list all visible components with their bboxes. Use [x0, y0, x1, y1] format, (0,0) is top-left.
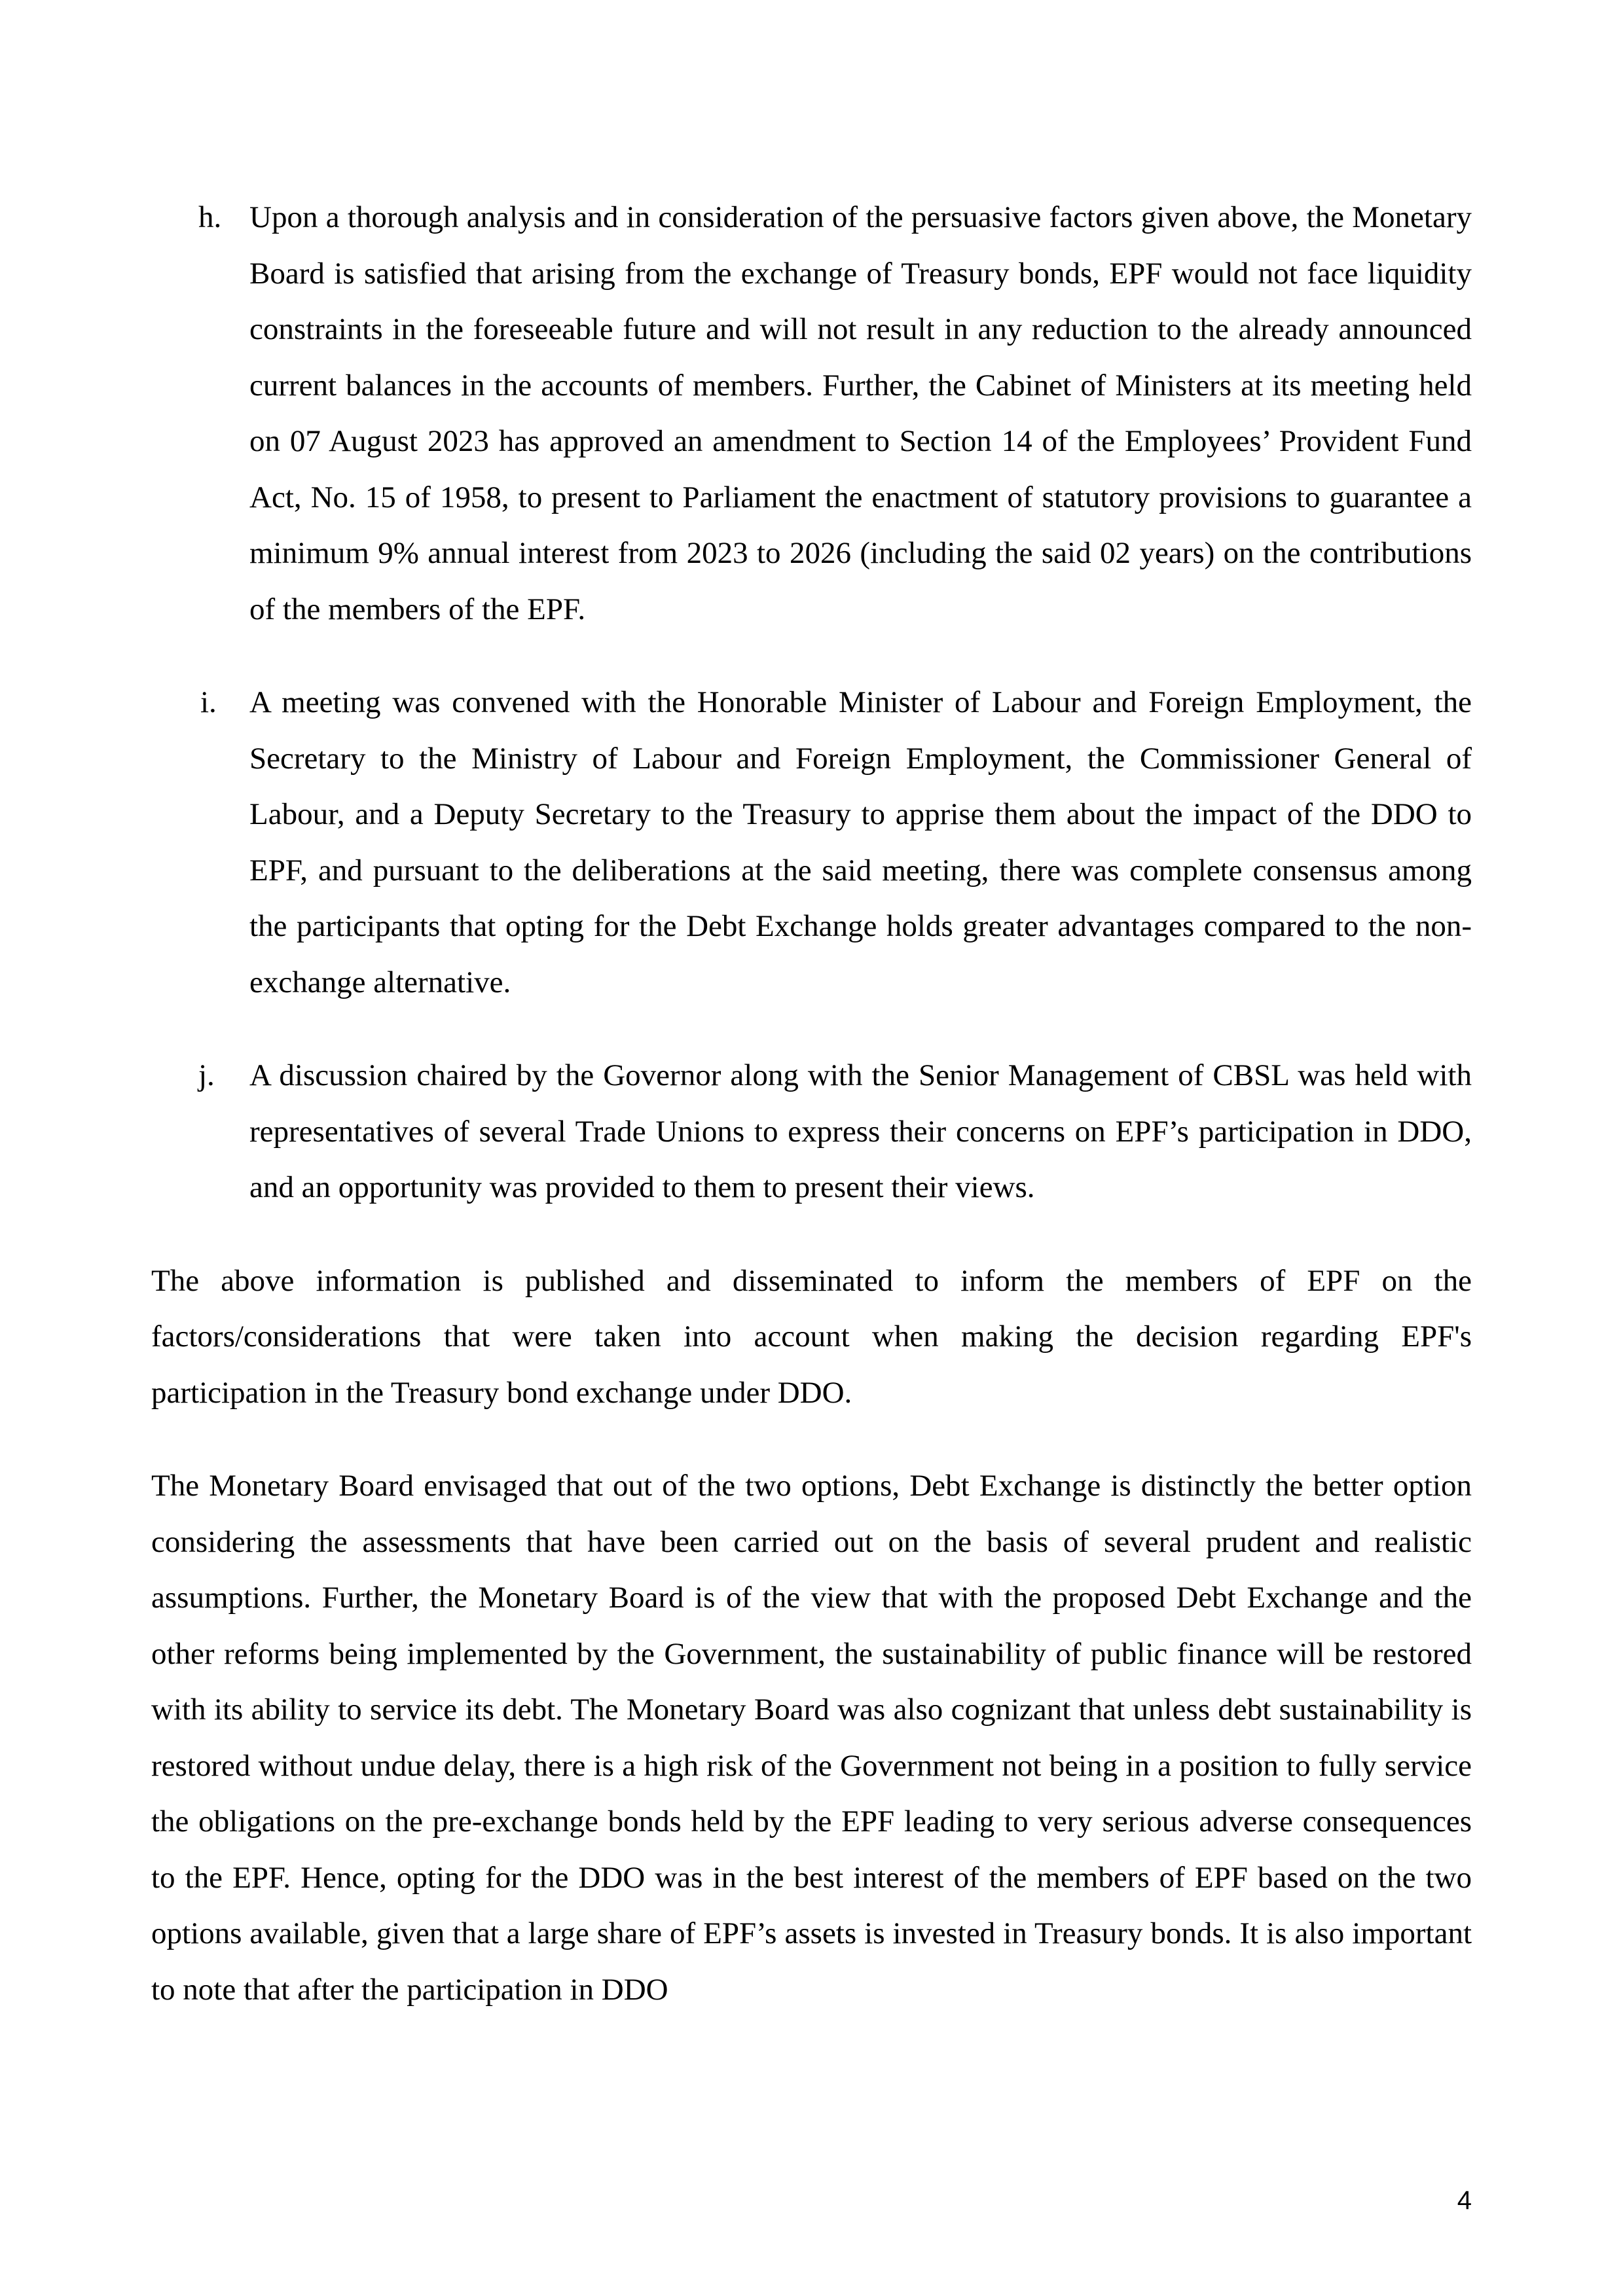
page-body — [151, 190, 1472, 2018]
list-marker: h. — [198, 200, 222, 234]
body-paragraph: The Monetary Board envisaged that out of the two options, Debt Exchange is distinctly the better option considering the assessments that have been carried out on the basis of several prudent and realistic assumptions. Further, the Monetary Board is of the view that with the proposed Debt Exchange and the other reforms being implemented by the Government, the sustainability of public finance will be restored with its ability to service its debt. The Monetary Board was also cognizant that unless debt sustainability is restored without undue delay, there is a high risk of the Government not being in a position to fully service the obligations on the pre-exchange bonds held by the EPF leading to very serious adverse consequences to the EPF. Hence, opting for the DDO was in the best interest of the members of EPF based on the two options available, given that a large share of EPF’s assets is invested in Treasury bonds. It is also important to note that after the participation in DDO — [151, 1469, 1472, 2007]
list-item-text: A meeting was convened with the Honorable Minister of Labour and Foreign Employment, the Secretary to the Ministry of Labour and Foreign Employment, the Commissioner General of Labour, and a Deputy Secretary to the Treasury to apprise them about the impact of the DDO to EPF, and pursuant to the deliberations at the said meeting, there was complete consensus among the participants that opting for the Debt Exchange holds greater advantages compared to the non-exchange alternative. — [249, 685, 1472, 999]
list-item-text: A discussion chaired by the Governor along with the Senior Management of CBSL was held with representatives of several Trade Unions to express their concerns on EPF’s participation in DDO, and an opportunity was provided to them to present their views. — [249, 1058, 1472, 1204]
list-marker: i. — [200, 685, 217, 719]
list-item-text: Upon a thorough analysis and in consideration of the persuasive factors given above, the Monetary Board is satisfied that arising from the exchange of Treasury bonds, EPF would not face liquidity constraints in the foreseeable future and will not result in any reduction to the already announced current balances in the accounts of members. Further, the Cabinet of Ministers at its meeting held on 07 August 2023 has approved an amendment to Section 14 of the Employees’ Provident Fund Act, No. 15 of 1958, to present to Parliament the enactment of statutory provisions to guarantee a minimum 9% annual interest from 2023 to 2026 (including the said 02 years) on the contributions of the members of the EPF. — [249, 200, 1472, 626]
list-item-i — [151, 675, 1472, 1011]
list-item-h — [151, 190, 1472, 637]
list-marker: j. — [198, 1058, 215, 1092]
page-number: 4 — [1457, 2186, 1472, 2215]
list-item-j — [151, 1048, 1472, 1216]
body-paragraph: The above information is published and disseminated to inform the members of EPF on the factors/considerations that were taken into account when making the decision regarding EPF's participation in the Treasury bond exchange under DDO. — [151, 1263, 1472, 1410]
